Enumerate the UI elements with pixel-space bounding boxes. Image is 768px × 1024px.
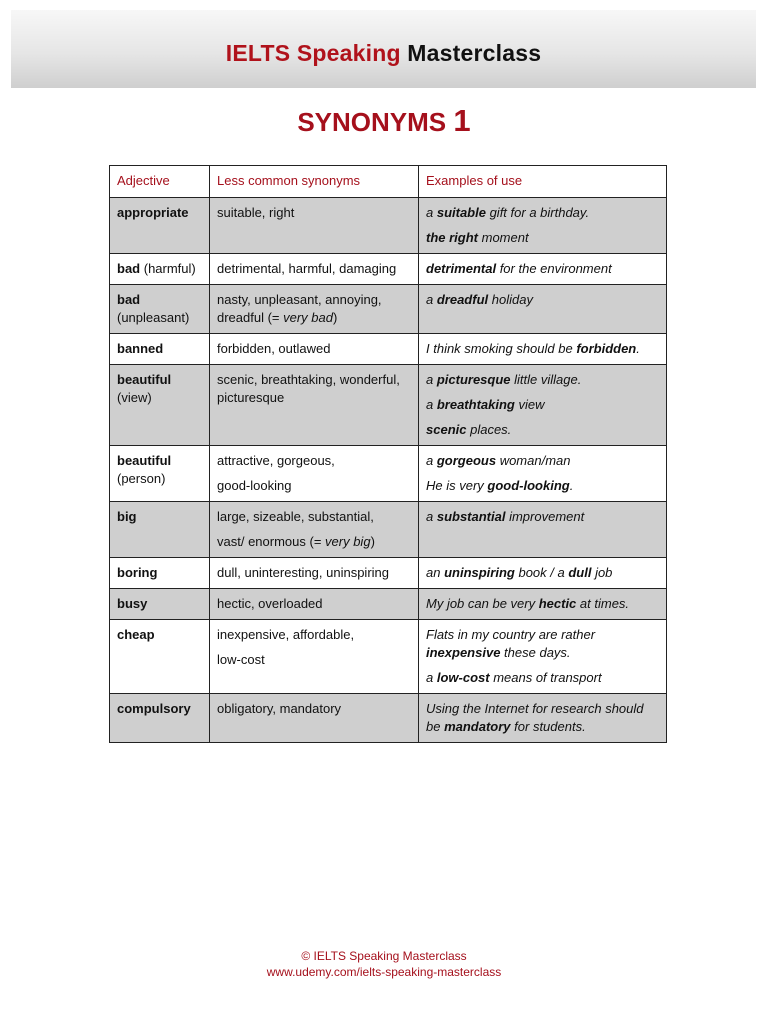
example-line: scenic places. bbox=[426, 422, 512, 437]
example-line: a substantial improvement bbox=[426, 509, 585, 524]
table-row bbox=[110, 446, 667, 502]
table-row bbox=[110, 620, 667, 694]
example-line: a picturesque little village. bbox=[426, 372, 582, 387]
table-row bbox=[110, 502, 667, 558]
emphasis: good-looking bbox=[487, 478, 570, 493]
emphasis: low-cost bbox=[436, 670, 490, 685]
header-adjective: Adjective bbox=[110, 166, 210, 198]
examples-cell bbox=[419, 589, 667, 620]
example-line: a breathtaking view bbox=[426, 397, 545, 412]
synonym-line: attractive, gorgeous, bbox=[217, 453, 335, 468]
examples-cell bbox=[419, 254, 667, 285]
emphasis: breathtaking bbox=[436, 397, 515, 412]
adjective-cell bbox=[110, 334, 210, 365]
example-line: a suitable gift for a birthday. bbox=[426, 205, 590, 220]
synonym-line: detrimental, harmful, damaging bbox=[217, 261, 397, 276]
example-line: He is very good-looking. bbox=[426, 478, 574, 493]
adjective-word: big bbox=[117, 509, 137, 524]
adjective-word: bad bbox=[117, 292, 141, 307]
adjective-cell bbox=[110, 254, 210, 285]
emphasis: picturesque bbox=[436, 372, 511, 387]
emphasis: dreadful bbox=[436, 292, 489, 307]
emphasis: uninspiring bbox=[444, 565, 515, 580]
synonyms-cell bbox=[210, 334, 419, 365]
table-row bbox=[110, 334, 667, 365]
banner-title-brand: IELTS Speaking bbox=[225, 40, 401, 66]
synonyms-cell bbox=[210, 502, 419, 558]
example-line: a gorgeous woman/man bbox=[426, 453, 571, 468]
adjective-cell bbox=[110, 365, 210, 446]
table-row bbox=[110, 285, 667, 334]
examples-cell bbox=[419, 446, 667, 502]
table-row bbox=[110, 694, 667, 743]
adjective-cell bbox=[110, 198, 210, 254]
emphasis: suitable bbox=[436, 205, 486, 220]
synonyms-cell bbox=[210, 254, 419, 285]
synonyms-cell bbox=[210, 365, 419, 446]
synonym-line: scenic, breathtaking, wonderful, picturesque bbox=[217, 372, 400, 405]
header-banner bbox=[11, 10, 756, 88]
emphasis: inexpensive bbox=[426, 645, 501, 660]
emphasis: the right bbox=[426, 230, 478, 245]
synonym-line: large, sizeable, substantial, bbox=[217, 509, 374, 524]
table-body bbox=[110, 198, 667, 743]
italic-text: very big bbox=[325, 534, 371, 549]
table-row bbox=[110, 198, 667, 254]
adjective-note: (view) bbox=[117, 390, 152, 405]
adjective-cell bbox=[110, 446, 210, 502]
synonyms-cell bbox=[210, 558, 419, 589]
page-title bbox=[0, 103, 768, 139]
footer-copyright: © IELTS Speaking Masterclass bbox=[301, 949, 467, 963]
examples-cell bbox=[419, 198, 667, 254]
synonym-line: low-cost bbox=[217, 652, 265, 667]
examples-cell bbox=[419, 620, 667, 694]
emphasis: forbidden bbox=[576, 341, 637, 356]
synonyms-cell bbox=[210, 589, 419, 620]
adjective-word: beautiful bbox=[117, 372, 172, 387]
examples-cell bbox=[419, 285, 667, 334]
page-title-number: 1 bbox=[453, 103, 471, 138]
examples-cell bbox=[419, 334, 667, 365]
table-row bbox=[110, 558, 667, 589]
adjective-word: beautiful bbox=[117, 453, 172, 468]
synonym-line: forbidden, outlawed bbox=[217, 341, 331, 356]
table-row bbox=[110, 589, 667, 620]
example-line: the right moment bbox=[426, 230, 529, 245]
example-line: My job can be very hectic at times. bbox=[426, 596, 630, 611]
synonym-line: inexpensive, affordable, bbox=[217, 627, 355, 642]
examples-cell bbox=[419, 694, 667, 743]
example-line: an uninspiring book / a dull job bbox=[426, 565, 613, 580]
synonyms-cell bbox=[210, 285, 419, 334]
adjective-cell bbox=[110, 694, 210, 743]
example-line: a low-cost means of transport bbox=[426, 670, 602, 685]
examples-cell bbox=[419, 365, 667, 446]
emphasis: scenic bbox=[426, 422, 467, 437]
adjective-note: (unpleasant) bbox=[117, 310, 190, 325]
example-line: I think smoking should be forbidden. bbox=[426, 341, 640, 356]
synonym-line: good-looking bbox=[217, 478, 292, 493]
table-row bbox=[110, 254, 667, 285]
examples-cell bbox=[419, 502, 667, 558]
synonym-line: vast/ enormous (= very big) bbox=[217, 534, 375, 549]
adjective-cell bbox=[110, 502, 210, 558]
adjective-word: appropriate bbox=[117, 205, 189, 220]
emphasis: gorgeous bbox=[436, 453, 497, 468]
examples-cell bbox=[419, 558, 667, 589]
synonyms-table bbox=[109, 165, 667, 743]
adjective-word: busy bbox=[117, 596, 148, 611]
adjective-cell bbox=[110, 589, 210, 620]
footer bbox=[0, 948, 768, 980]
synonym-line: nasty, unpleasant, annoying, dreadful (= very bad) bbox=[217, 292, 382, 325]
emphasis: detrimental bbox=[426, 261, 497, 276]
synonym-line: obligatory, mandatory bbox=[217, 701, 342, 716]
adjective-cell bbox=[110, 285, 210, 334]
banner-title bbox=[11, 40, 756, 67]
synonyms-cell bbox=[210, 198, 419, 254]
adjective-word: bad bbox=[117, 261, 141, 276]
emphasis: substantial bbox=[436, 509, 506, 524]
emphasis: mandatory bbox=[444, 719, 511, 734]
adjective-cell bbox=[110, 620, 210, 694]
table-row bbox=[110, 365, 667, 446]
synonym-line: hectic, overloaded bbox=[217, 596, 323, 611]
banner-title-suffix: Masterclass bbox=[407, 40, 542, 66]
synonyms-cell bbox=[210, 694, 419, 743]
adjective-word: compulsory bbox=[117, 701, 191, 716]
adjective-word: banned bbox=[117, 341, 164, 356]
example-line: detrimental for the environment bbox=[426, 261, 612, 276]
header-synonyms: Less common synonyms bbox=[210, 166, 419, 198]
example-line: Using the Internet for research should be mandatory for students. bbox=[426, 701, 644, 734]
emphasis: hectic bbox=[538, 596, 577, 611]
header-examples: Examples of use bbox=[419, 166, 667, 198]
example-line: Flats in my country are rather inexpensive these days. bbox=[426, 627, 596, 660]
adjective-cell bbox=[110, 558, 210, 589]
page-title-text: SYNONYMS bbox=[297, 107, 447, 137]
adjective-word: cheap bbox=[117, 627, 155, 642]
adjective-word: boring bbox=[117, 565, 158, 580]
synonyms-cell bbox=[210, 620, 419, 694]
adjective-note: (harmful) bbox=[140, 261, 196, 276]
emphasis: dull bbox=[568, 565, 592, 580]
footer-url: www.udemy.com/ielts-speaking-masterclass bbox=[266, 965, 502, 979]
italic-text: very bad bbox=[283, 310, 333, 325]
synonym-line: suitable, right bbox=[217, 205, 295, 220]
adjective-note: (person) bbox=[117, 471, 166, 486]
table-header-row bbox=[110, 166, 667, 198]
example-line: a dreadful holiday bbox=[426, 292, 533, 307]
synonyms-cell bbox=[210, 446, 419, 502]
synonym-line: dull, uninteresting, uninspiring bbox=[217, 565, 389, 580]
